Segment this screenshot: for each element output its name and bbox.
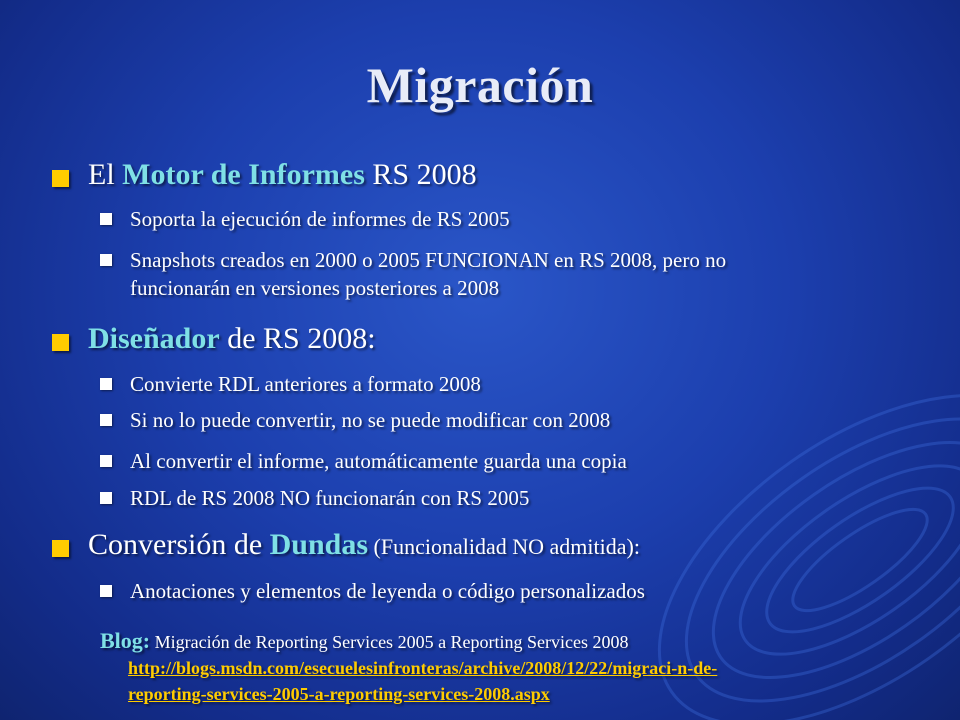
sub-bullet-item xyxy=(100,370,481,398)
section-text-post: de RS 2008: xyxy=(219,322,376,355)
sub-bullet-item xyxy=(100,406,610,434)
blog-reference xyxy=(100,628,717,707)
sub-bullet-item xyxy=(100,484,529,512)
sub-bullet-item xyxy=(100,246,726,302)
square-bullet-icon xyxy=(52,540,69,557)
sub-bullet-item xyxy=(100,577,645,605)
square-bullet-icon xyxy=(100,455,112,467)
sub-bullet-text: Al convertir el informe, automáticamente guarda una copia xyxy=(130,449,627,473)
section-text-pre: Conversión de xyxy=(88,528,270,561)
blog-link-line1[interactable]: http://blogs.msdn.com/esecuelesinfronteras/archive/2008/12/22/migraci-n-de- xyxy=(128,658,718,678)
square-bullet-icon xyxy=(100,254,112,266)
square-bullet-icon xyxy=(100,414,112,426)
sub-bullet-item xyxy=(100,205,510,233)
section-accent: Diseñador xyxy=(88,322,220,355)
section-text-post: RS 2008 xyxy=(364,158,477,191)
sub-bullet-text: Soporta la ejecución de informes de RS 2005 xyxy=(130,207,510,231)
sub-bullet-item xyxy=(100,447,627,475)
sub-bullet-text: RDL de RS 2008 NO funcionarán con RS 2005 xyxy=(130,486,530,510)
sub-bullet-text: Anotaciones y elementos de leyenda o código personalizados xyxy=(130,579,645,603)
square-bullet-icon xyxy=(100,585,112,597)
sub-bullet-text-line1: Snapshots creados en 2000 o 2005 FUNCIONAN en RS 2008, pero no xyxy=(130,248,727,272)
square-bullet-icon xyxy=(100,213,112,225)
section-text-post: (Funcionalidad NO admitida): xyxy=(368,534,640,559)
bullet-disenador xyxy=(52,322,376,356)
bullet-conversion-dundas xyxy=(52,528,640,562)
square-bullet-icon xyxy=(52,170,69,187)
sub-bullet-text: Si no lo puede convertir, no se puede modificar con 2008 xyxy=(130,408,611,432)
section-text-pre: El xyxy=(88,158,123,191)
square-bullet-icon xyxy=(100,492,112,504)
sub-bullet-text: Convierte RDL anteriores a formato 2008 xyxy=(130,372,481,396)
section-accent: Dundas xyxy=(269,528,369,561)
blog-link-line2[interactable]: reporting-services-2005-a-reporting-services-2008.aspx xyxy=(128,684,550,704)
square-bullet-icon xyxy=(52,334,69,351)
square-bullet-icon xyxy=(100,378,112,390)
bullet-motor-de-informes xyxy=(52,158,477,192)
section-accent: Motor de Informes xyxy=(122,158,365,191)
blog-title: Migración de Reporting Services 2005 a Reporting Services 2008 xyxy=(154,632,629,652)
sub-bullet-text-line2: funcionarán en versiones posteriores a 2008 xyxy=(130,276,500,300)
slide-title: Migración xyxy=(366,57,594,113)
blog-label: Blog: xyxy=(100,628,151,653)
